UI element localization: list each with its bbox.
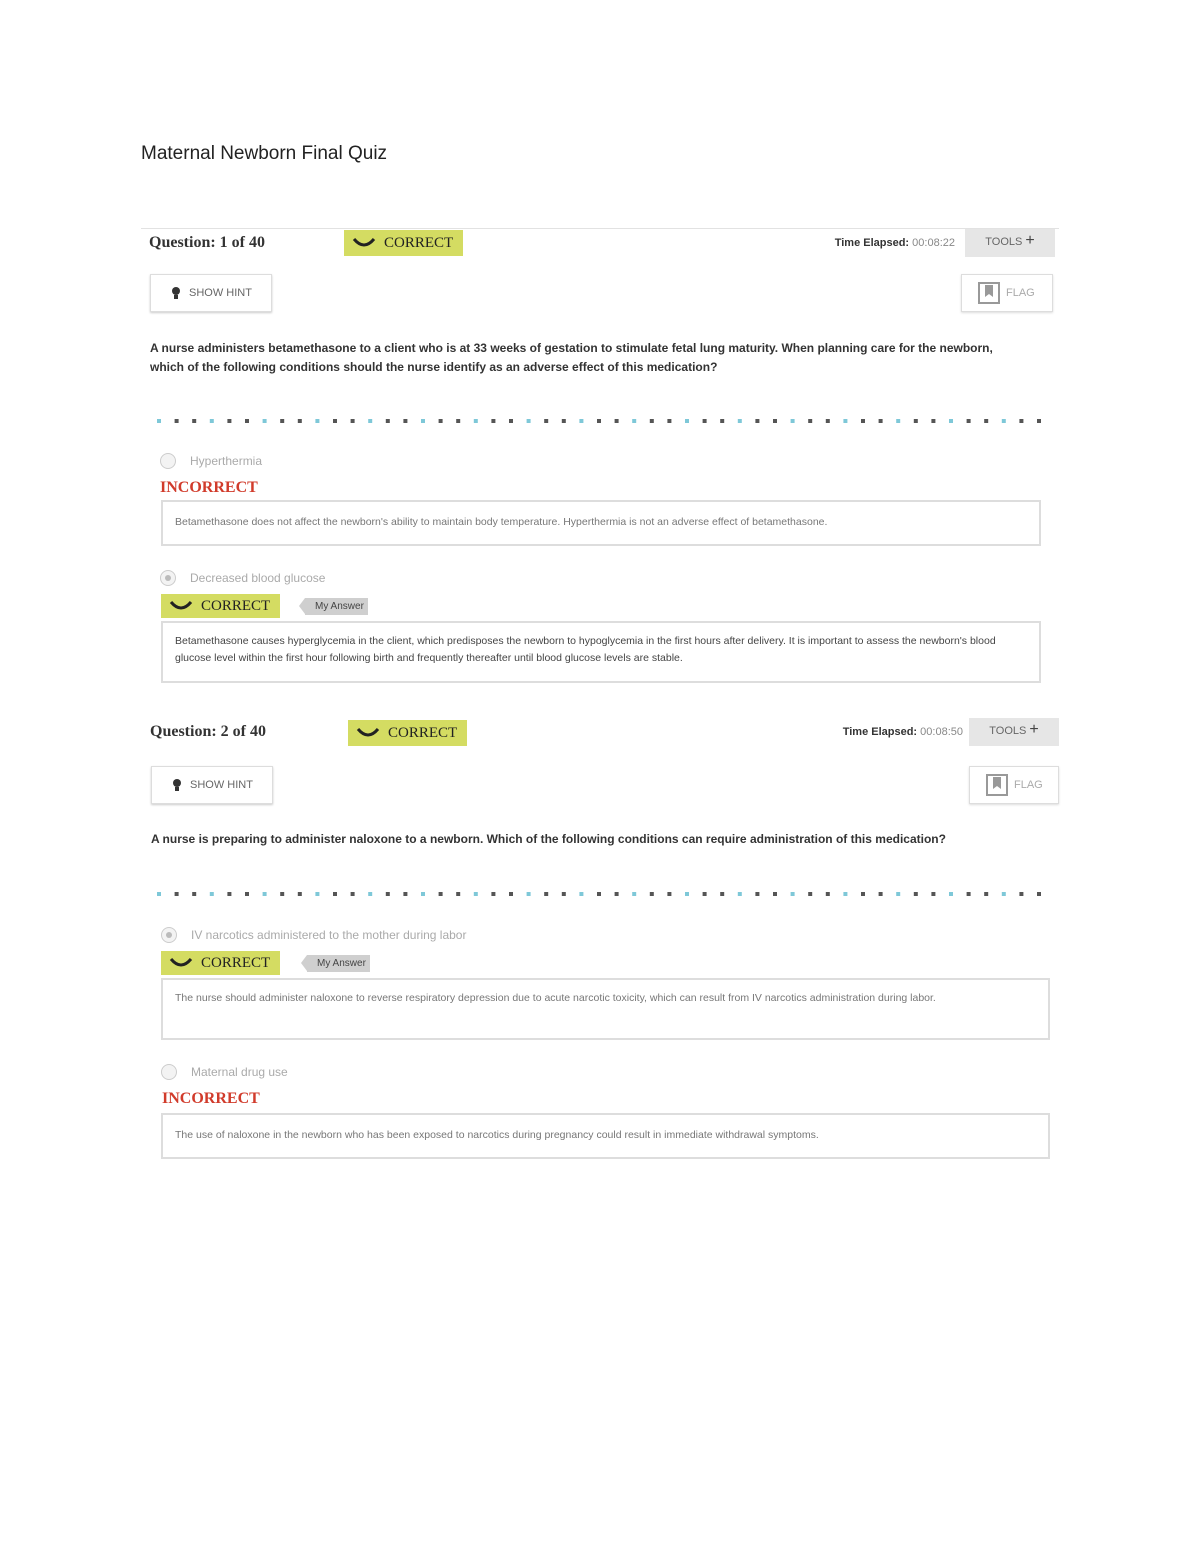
divider-dot xyxy=(632,419,636,423)
divider-dot xyxy=(808,892,812,896)
divider-dot xyxy=(527,892,531,896)
question-text: A nurse is preparing to administer naloxone to a newborn. Which of the following conditions can require administration of this medication? xyxy=(151,832,946,846)
divider-dot xyxy=(826,419,830,423)
bookmark-icon xyxy=(986,774,1008,796)
divider-dot xyxy=(263,892,267,896)
incorrect-label: INCORRECT xyxy=(160,479,258,496)
option-label: Maternal drug use xyxy=(191,1065,288,1079)
divider-dot xyxy=(386,892,390,896)
divider-dot xyxy=(491,892,495,896)
divider-dot xyxy=(210,419,214,423)
divider-dot xyxy=(879,419,883,423)
divider-dot xyxy=(456,419,460,423)
divider-dot xyxy=(333,419,337,423)
divider-dot xyxy=(773,892,777,896)
divider-dot xyxy=(439,419,443,423)
divider-dot xyxy=(333,892,337,896)
divider-dot xyxy=(421,419,425,423)
question-header xyxy=(141,228,1059,259)
divider-dot xyxy=(755,419,759,423)
divider-dot xyxy=(280,892,284,896)
my-answer-tag: My Answer xyxy=(307,955,370,972)
divider-dot xyxy=(579,892,583,896)
lightbulb-icon xyxy=(172,778,182,792)
smile-icon xyxy=(169,600,193,612)
rationale-box: Betamethasone causes hyperglycemia in the client, which predisposes the newborn to hypoglycemia in the first hours after delivery. It is important to assess the newborn's blood glucose level within the first hour following birth and frequently thereafter until blood glucose levels are stable. xyxy=(161,621,1041,683)
divider-dot xyxy=(843,892,847,896)
correct-badge-label: CORRECT xyxy=(384,234,454,251)
divider-dot xyxy=(227,892,231,896)
divider-dot xyxy=(298,419,302,423)
my-answer-tag: My Answer xyxy=(305,598,368,615)
divider-dot xyxy=(914,892,918,896)
divider-dot xyxy=(227,419,231,423)
rationale-box: The nurse should administer naloxone to reverse respiratory depression due to acute narcotic toxicity, which can result from IV narcotics administration during labor. xyxy=(161,978,1050,1040)
divider-dot xyxy=(738,419,742,423)
divider-dot xyxy=(298,892,302,896)
divider-dot xyxy=(509,892,513,896)
divider-dot xyxy=(773,419,777,423)
divider-dot xyxy=(210,892,214,896)
divider-dot xyxy=(192,419,196,423)
tools-label: TOOLS xyxy=(985,236,1023,248)
divider-dot xyxy=(650,419,654,423)
time-elapsed-label: Time Elapsed: xyxy=(834,237,910,249)
question-1-block xyxy=(141,228,1059,664)
tools-button[interactable] xyxy=(969,718,1059,746)
flag-label: FLAG xyxy=(1006,287,1035,299)
divider-dot xyxy=(667,419,671,423)
time-elapsed-value: 00:08:22 xyxy=(912,237,955,249)
correct-badge xyxy=(161,951,280,975)
smile-icon xyxy=(356,727,380,739)
divider-dot xyxy=(703,419,707,423)
divider-dot xyxy=(175,892,179,896)
dotted-divider xyxy=(155,891,1055,897)
divider-dot xyxy=(791,419,795,423)
divider-dot xyxy=(562,892,566,896)
question-text: A nurse administers betamethasone to a client who is at 33 weeks of gestation to stimulate fetal lung maturity. When planning care for the newborn, which of the following conditions should the nurse identify as an adverse effect of this medication? xyxy=(150,341,993,374)
flag-button[interactable] xyxy=(961,274,1053,312)
divider-dot xyxy=(720,892,724,896)
time-elapsed xyxy=(843,726,963,738)
plus-icon: + xyxy=(1029,721,1039,738)
divider-dot xyxy=(1037,892,1041,896)
divider-dot xyxy=(949,892,953,896)
divider-dot xyxy=(667,892,671,896)
divider-dot xyxy=(861,892,865,896)
divider-dot xyxy=(879,892,883,896)
divider-dot xyxy=(914,419,918,423)
correct-badge xyxy=(161,594,280,618)
divider-dot xyxy=(544,892,548,896)
divider-dot xyxy=(949,419,953,423)
divider-dot xyxy=(791,892,795,896)
divider-dot xyxy=(544,419,548,423)
divider-dot xyxy=(1019,419,1023,423)
divider-dot xyxy=(755,892,759,896)
answer-option[interactable] xyxy=(160,570,325,586)
tools-label: TOOLS xyxy=(989,725,1027,737)
incorrect-label: INCORRECT xyxy=(162,1090,260,1107)
divider-dot xyxy=(315,419,319,423)
divider-dot xyxy=(738,892,742,896)
divider-dot xyxy=(403,419,407,423)
option-label: IV narcotics administered to the mother during labor xyxy=(191,928,467,942)
divider-dot xyxy=(615,892,619,896)
question-header xyxy=(141,718,1059,748)
divider-dot xyxy=(931,892,935,896)
bookmark-icon xyxy=(978,282,1000,304)
radio-button[interactable] xyxy=(160,453,176,469)
plus-icon: + xyxy=(1025,232,1035,249)
divider-dot xyxy=(263,419,267,423)
flag-button[interactable] xyxy=(969,766,1059,804)
divider-dot xyxy=(967,892,971,896)
time-elapsed-label: Time Elapsed: xyxy=(842,726,918,738)
divider-dot xyxy=(1037,419,1041,423)
divider-dot xyxy=(615,419,619,423)
radio-button-selected[interactable] xyxy=(160,570,176,586)
divider-dot xyxy=(843,419,847,423)
divider-dot xyxy=(650,892,654,896)
divider-dot xyxy=(1002,419,1006,423)
document-title: Maternal Newborn Final Quiz xyxy=(141,143,388,164)
divider-dot xyxy=(703,892,707,896)
divider-dot xyxy=(368,892,372,896)
divider-dot xyxy=(579,419,583,423)
divider-dot xyxy=(967,419,971,423)
divider-dot xyxy=(245,419,249,423)
divider-dot xyxy=(632,892,636,896)
flag-label: FLAG xyxy=(1014,779,1043,791)
divider-dot xyxy=(474,419,478,423)
divider-dot xyxy=(509,419,513,423)
radio-button-selected[interactable] xyxy=(161,927,177,943)
divider-dot xyxy=(685,892,689,896)
show-hint-button[interactable] xyxy=(150,274,272,312)
divider-dot xyxy=(175,419,179,423)
divider-dot xyxy=(597,892,601,896)
answer-option[interactable] xyxy=(161,1064,288,1080)
answer-option[interactable] xyxy=(161,927,466,943)
lightbulb-icon xyxy=(171,286,181,300)
divider-dot xyxy=(157,892,161,896)
divider-dot xyxy=(720,419,724,423)
correct-badge-label: CORRECT xyxy=(201,597,271,614)
divider-dot xyxy=(896,419,900,423)
divider-dot xyxy=(403,892,407,896)
divider-dot xyxy=(315,892,319,896)
divider-dot xyxy=(826,892,830,896)
tools-button[interactable] xyxy=(965,229,1055,257)
divider-dot xyxy=(562,419,566,423)
option-label: Decreased blood glucose xyxy=(190,571,326,585)
smile-icon xyxy=(169,957,193,969)
correct-badge xyxy=(348,720,467,746)
divider-dot xyxy=(984,892,988,896)
divider-dot xyxy=(491,419,495,423)
divider-dot xyxy=(1019,892,1023,896)
divider-dot xyxy=(421,892,425,896)
correct-badge-label: CORRECT xyxy=(201,954,271,971)
divider-dot xyxy=(984,419,988,423)
divider-dot xyxy=(896,892,900,896)
correct-badge-label: CORRECT xyxy=(388,724,458,741)
rationale-box: The use of naloxone in the newborn who has been exposed to narcotics during pregnancy could result in immediate withdrawal symptoms. xyxy=(161,1113,1050,1159)
divider-dot xyxy=(597,419,601,423)
divider-dot xyxy=(861,419,865,423)
show-hint-button[interactable] xyxy=(151,766,273,804)
divider-dot xyxy=(527,419,531,423)
option-label: Hyperthermia xyxy=(190,454,263,468)
correct-badge xyxy=(344,230,463,256)
show-hint-label: SHOW HINT xyxy=(190,779,253,791)
question-2-block xyxy=(141,718,1059,1141)
time-elapsed-value: 00:08:50 xyxy=(920,726,963,738)
smile-icon xyxy=(352,237,376,249)
dotted-divider xyxy=(155,418,1045,424)
divider-dot xyxy=(192,892,196,896)
divider-dot xyxy=(157,419,161,423)
divider-dot xyxy=(439,892,443,896)
divider-dot xyxy=(685,419,689,423)
divider-dot xyxy=(1002,892,1006,896)
show-hint-label: SHOW HINT xyxy=(189,287,252,299)
time-elapsed xyxy=(835,237,955,249)
divider-dot xyxy=(351,892,355,896)
answer-option[interactable] xyxy=(160,453,262,469)
question-number: Question: 2 of 40 xyxy=(150,723,266,740)
radio-button[interactable] xyxy=(161,1064,177,1080)
divider-dot xyxy=(456,892,460,896)
divider-dot xyxy=(368,419,372,423)
divider-dot xyxy=(808,419,812,423)
divider-dot xyxy=(351,419,355,423)
divider-dot xyxy=(474,892,478,896)
divider-dot xyxy=(280,419,284,423)
rationale-box: Betamethasone does not affect the newborn's ability to maintain body temperature. Hyperthermia is not an adverse effect of betamethasone. xyxy=(161,500,1041,546)
divider-dot xyxy=(931,419,935,423)
divider-dot xyxy=(386,419,390,423)
question-number: Question: 1 of 40 xyxy=(149,234,265,251)
divider-dot xyxy=(245,892,249,896)
